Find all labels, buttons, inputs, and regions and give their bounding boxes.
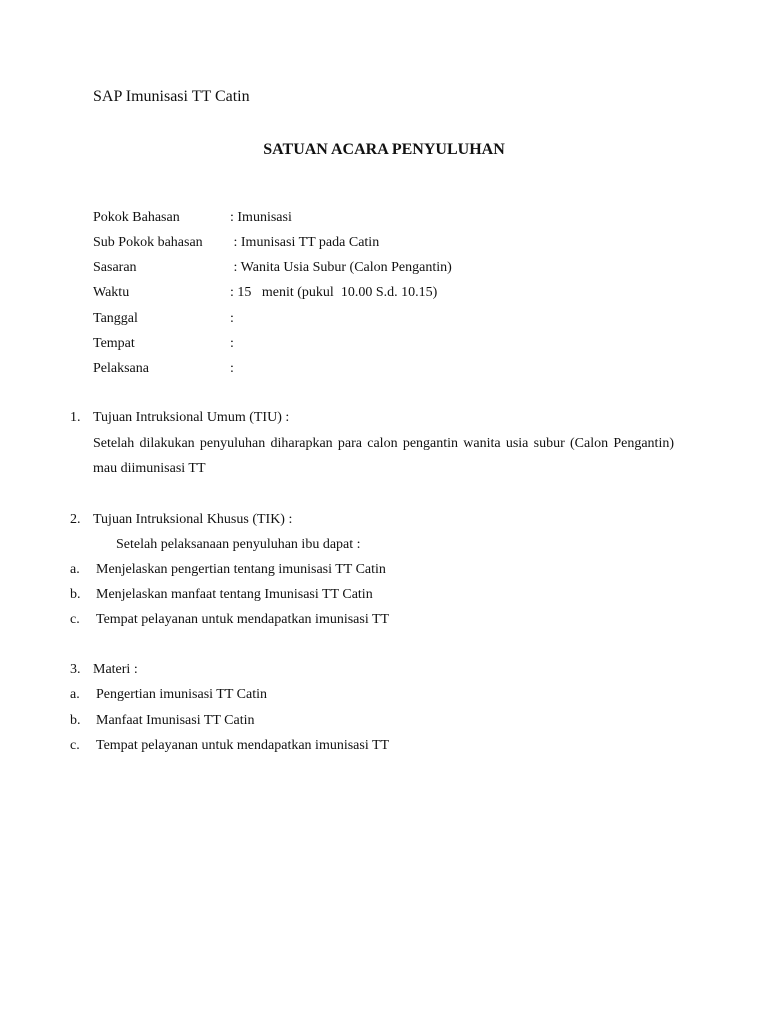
section-2-item-c-letter: c. xyxy=(70,612,80,627)
section-2-item-b-letter: b. xyxy=(70,587,81,602)
info-label-sub-pokok-bahasan: Sub Pokok bahasan xyxy=(93,235,203,250)
section-2-title: Tujuan Intruksional Khusus (TIK) : xyxy=(93,512,293,527)
info-label-pokok-bahasan: Pokok Bahasan xyxy=(93,210,180,225)
section-2-item-a-letter: a. xyxy=(70,562,80,577)
section-3-item-c-text: Tempat pelayanan untuk mendapatkan imunisasi TT xyxy=(96,738,390,753)
info-label-sasaran: Sasaran xyxy=(93,260,137,275)
section-1-paragraph: Setelah dilakukan penyuluhan diharapkan para calon pengantin wanita usia subur (Calon Pengantin) mau diimunisasi TT xyxy=(93,436,674,476)
section-1-title: Tujuan Intruksional Umum (TIU) : xyxy=(93,410,290,425)
section-3-item-a-letter: a. xyxy=(70,687,80,702)
section-3-item-b-text: Manfaat Imunisasi TT Catin xyxy=(96,713,255,728)
section-2-item-c-text: Tempat pelayanan untuk mendapatkan imunisasi TT xyxy=(96,612,390,627)
info-label-pelaksana: Pelaksana xyxy=(93,361,149,376)
info-label-tanggal: Tanggal xyxy=(93,311,138,326)
info-value-tempat: : xyxy=(230,336,234,351)
info-value-sasaran: : Wanita Usia Subur (Calon Pengantin) xyxy=(230,260,452,275)
section-3-item-a-text: Pengertian imunisasi TT Catin xyxy=(96,687,267,702)
section-3-title: Materi : xyxy=(93,662,138,677)
section-3-item-c-letter: c. xyxy=(70,738,80,753)
info-value-waktu: : 15 menit (pukul 10.00 S.d. 10.15) xyxy=(230,285,438,300)
info-value-pokok-bahasan: : Imunisasi xyxy=(230,210,292,225)
info-label-tempat: Tempat xyxy=(93,336,135,351)
info-value-sub-pokok-bahasan: : Imunisasi TT pada Catin xyxy=(230,235,380,250)
section-3-item-b-letter: b. xyxy=(70,713,81,728)
info-value-tanggal: : xyxy=(230,311,234,326)
page-heading: SATUAN ACARA PENYULUHAN xyxy=(263,141,505,158)
document-title: SAP Imunisasi TT Catin xyxy=(93,88,250,105)
info-label-waktu: Waktu xyxy=(93,285,130,300)
info-value-pelaksana: : xyxy=(230,361,234,376)
section-2-intro: Setelah pelaksanaan penyuluhan ibu dapat : xyxy=(116,537,361,552)
section-2-item-b-text: Menjelaskan manfaat tentang Imunisasi TT Catin xyxy=(96,587,373,602)
section-2-item-a-text: Menjelaskan pengertian tentang imunisasi TT Catin xyxy=(96,562,386,577)
section-3-number: 3. xyxy=(70,662,81,677)
section-1-number: 1. xyxy=(70,410,81,425)
section-2-number: 2. xyxy=(70,512,81,527)
